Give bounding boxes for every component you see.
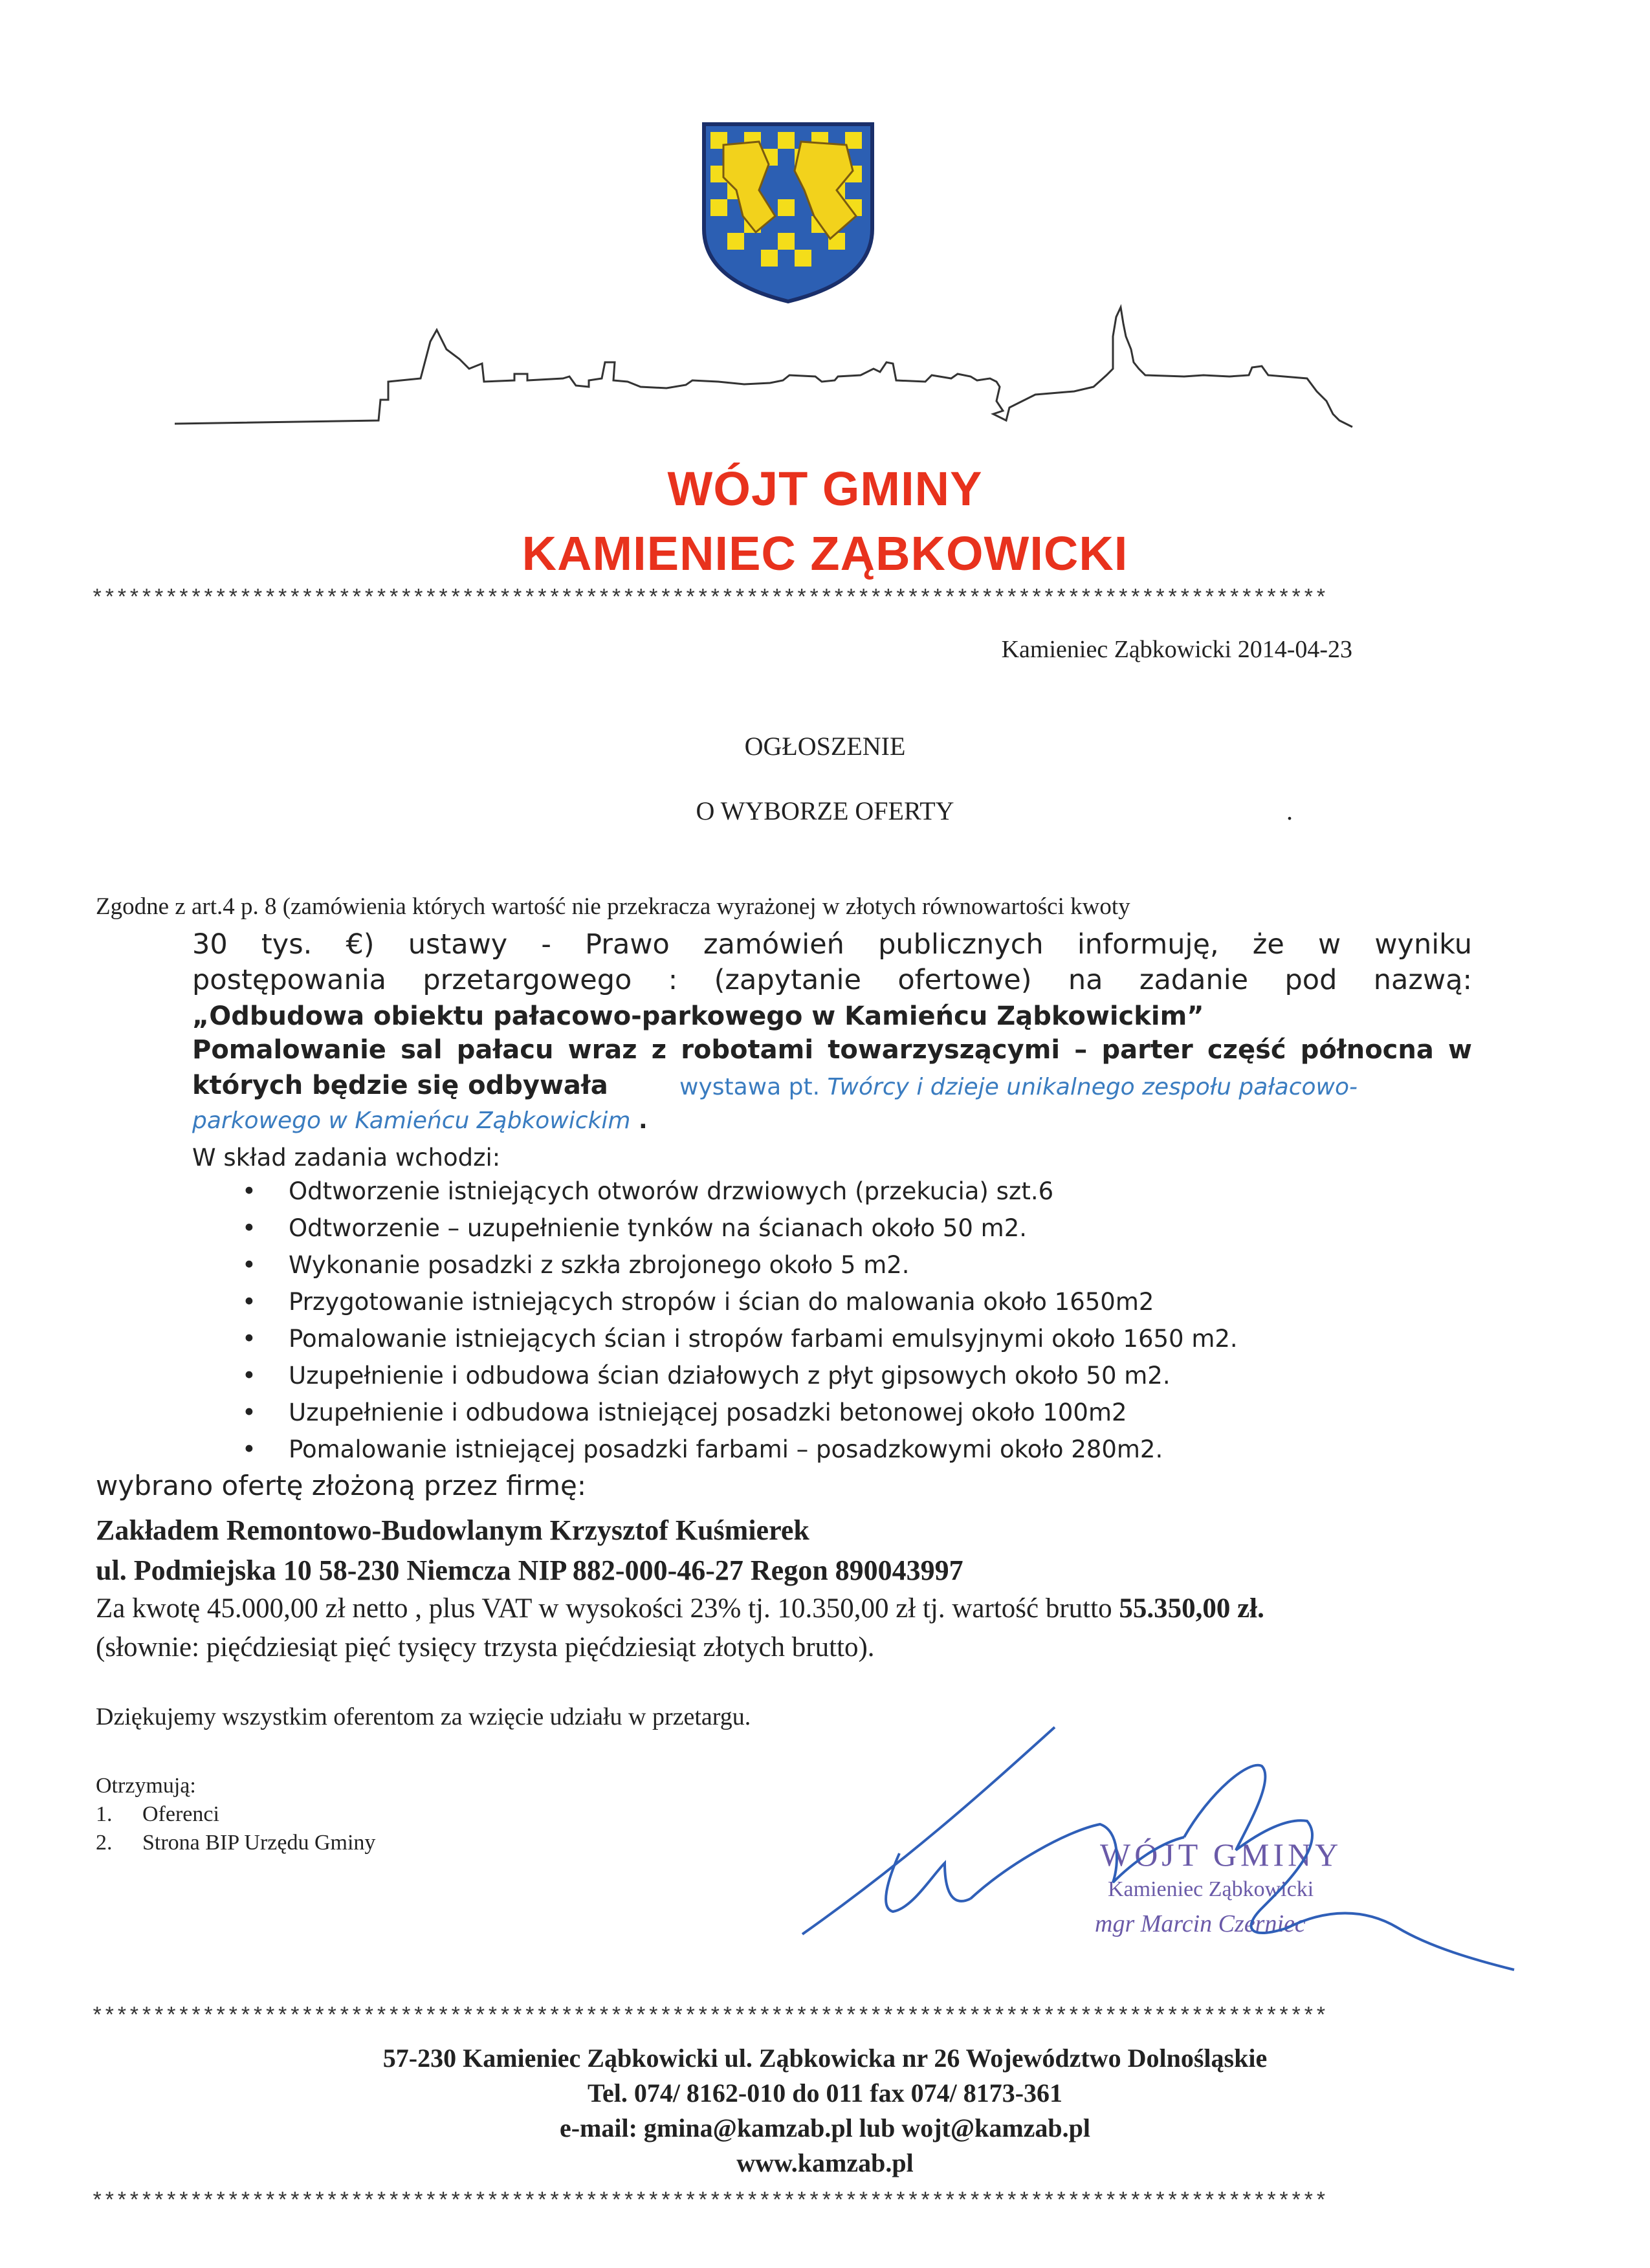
stars-divider-bottom: **************************************************************************************************** [91,2190,1327,2215]
scope-label: W skład zadania wchodzi: [192,1144,501,1172]
chosen-offer-text: wybrano ofertę złożoną przez firmę: [96,1470,587,1501]
handwritten-signature [796,1714,1527,1986]
heading-announcement: OGŁOSZENIE [744,732,906,761]
company-name: Zakładem Remontowo-Budowlanym Krzysztof Kuśmierek [96,1514,809,1546]
header-title-line2: KAMIENIEC ZĄBKOWICKI [522,527,1128,580]
footer-email: e-mail: gmina@kamzab.pl lub wojt@kamzab.pl [559,2113,1091,2143]
castle-skyline-drawing [175,304,1365,440]
thanks-text: Dziękujemy wszystkim oferentom za wzięcie udziału w przetargu. [96,1703,751,1730]
amount-gross: 55.350,00 zł. [1119,1593,1264,1624]
footer-phone: Tel. 074/ 8162-010 do 011 fax 074/ 8173-361 [587,2078,1063,2108]
exhibition-title-part1: Twórcy i dzieje unikalnego zespołu pałacowo- [827,1074,1358,1100]
place-date: Kamieniec Ząbkowicki 2014-04-23 [1001,636,1352,663]
heading-dot: . [1286,796,1293,825]
company-address: ul. Podmiejska 10 58-230 Niemcza NIP 882-000-46-27 Regon 890043997 [96,1554,963,1586]
recipient-item: 1. Oferenci [96,1802,219,1826]
exhibition-line2 [192,1107,648,1134]
stamp-line2: Kamieniec Ząbkowicki [1108,1877,1314,1901]
stamp-line1: WÓJT GMINY [1100,1837,1343,1873]
task-name: „Odbudowa obiektu pałacowo-parkowego w Kamieńcu Ząbkowickim” [192,1001,1204,1031]
document-page: WÓJT GMINY KAMIENIEC ZĄBKOWICKI **************************************************************************************************** Kamieniec Ząbkowicki 2014-04-23 OGŁOSZENIE O WYBORZE OFERTY . Zgodne z art.4 p. 8 (zamówienia których wartość nie przekracza wyrażonej w złotych równowartości kwoty 30 tys. €) ustawy - Prawo zamówień publicznych informuję, że w wyniku postępowania przetargowego : (zapytanie ofertowe) na zadanie pod nazwą: „Odbudowa obiektu pałacowo-parkowego w Kamieńcu Ząbkowickim” Pomalowanie sal pałacu wraz z robotami towarzyszącymi – parter część północna w których będzie się odbywała wystawa pt. Twórcy i dzieje unikalnego zespołu pałacowo- parkowego w Kamieńcu Ząbkowickim . W skład zadania wchodzi: Odtworzenie istniejących otworów drzwiowych (przekucia) szt.6 Odtworzenie – uzupełnienie tynków na ścianach około 50 m2. Wykonanie posadzki z szkła zbrojonego około 5 m2. Przygotowanie istniejących stropów i ścian do malowania około 1650m2 Pomalowanie istniejących ścian i stropów farbami emulsyjnymi około 1650 m2. Uzupełnienie i odbudowa ścian działowych z płyt gipsowych około 50 m2. Uzupełnienie i odbudowa istniejącej posadzki betonowej około 100m2 Pomalowanie istniejącej posadzki farbami – posadzkowymi około 280m2. wybrano ofertę złożoną przez firmę: Zakładem Remontowo-Budowlanym Krzysztof Kuśmierek ul. Podmiejska 10 58-230 Niemcza NIP 882-000-46-27 Regon 890043997 Za kwotę 45.000,00 zł netto , plus VAT w wysokości 23% tj. 10.350,00 zł tj. wartość brutto 55.350,00 zł. (słownie: pięćdziesiąt pięć tysięcy trzysta pięćdziesiąt złotych brutto). Dziękujemy wszystkim oferentom za wzięcie udziału w przetargu. Otrzymują: 1. Oferenci 2. Strona BIP Urzędu Gminy WÓJT GMINY Kamieniec Ząbkowicki mgr Marcin Czerniec **************************************************************************************************** 57-230 Kamieniec Ząbkowicki ul. Ząbkowicka nr 26 Województwo Dolnośląskie Tel. 074/ 8162-010 do 011 fax 074/ 8173-361 e-mail: gmina@kamzab.pl lub wojt@kamzab.pl www.kamzab.pl **************************************************************************************************** [0,0,1650,2268]
heading-offer-selection: O WYBORZE OFERTY [696,796,954,825]
header-title-line1: WÓJT GMINY [667,462,983,516]
amount-words: (słownie: pięćdziesiąt pięć tysięcy trzysta pięćdziesiąt złotych brutto). [96,1632,875,1663]
coat-of-arms-icon [698,119,879,304]
body-line-2: 30 tys. €) ustawy - Prawo zamówień publicznych informuję, że w wyniku [192,928,1472,961]
intro-text: Zgodne z art.4 p. 8 (zamówienia których wartość nie przekracza wyrażonej w złotych równowartości kwoty [96,893,1130,920]
amount-text: Za kwotę 45.000,00 zł netto , plus VAT w wysokości 23% tj. 10.350,00 zł tj. wartość brutto 55.350,00 zł. [96,1593,1264,1624]
exhibition-end: . [630,1107,648,1134]
exhibition-title-part2: parkowego w Kamieńcu Ząbkowickim [192,1107,631,1134]
stars-divider-top: **************************************************************************************************** [91,587,1327,612]
stars-divider-middle: **************************************************************************************************** [91,2005,1327,2030]
footer-website: www.kamzab.pl [736,2148,914,2177]
task-bold-line1: Pomalowanie sal pałacu wraz z robotami towarzyszącymi – parter część północna w [192,1035,1472,1065]
task-bold-line2: których będzie się odbywała [192,1071,608,1100]
recipients-label: Otrzymują: [96,1774,196,1798]
exhibition-label [679,1074,1358,1100]
exhibition-prefix: wystawa pt. [679,1074,820,1100]
footer-address: 57-230 Kamieniec Ząbkowicki ul. Ząbkowicka nr 26 Województwo Dolnośląskie [382,2044,1268,2073]
body-line-3: postępowania przetargowego : (zapytanie ofertowe) na zadanie pod nazwą: [192,964,1472,996]
stamp-line3: mgr Marcin Czerniec [1095,1910,1306,1937]
recipient-item: 2. Strona BIP Urzędu Gminy [96,1831,376,1855]
